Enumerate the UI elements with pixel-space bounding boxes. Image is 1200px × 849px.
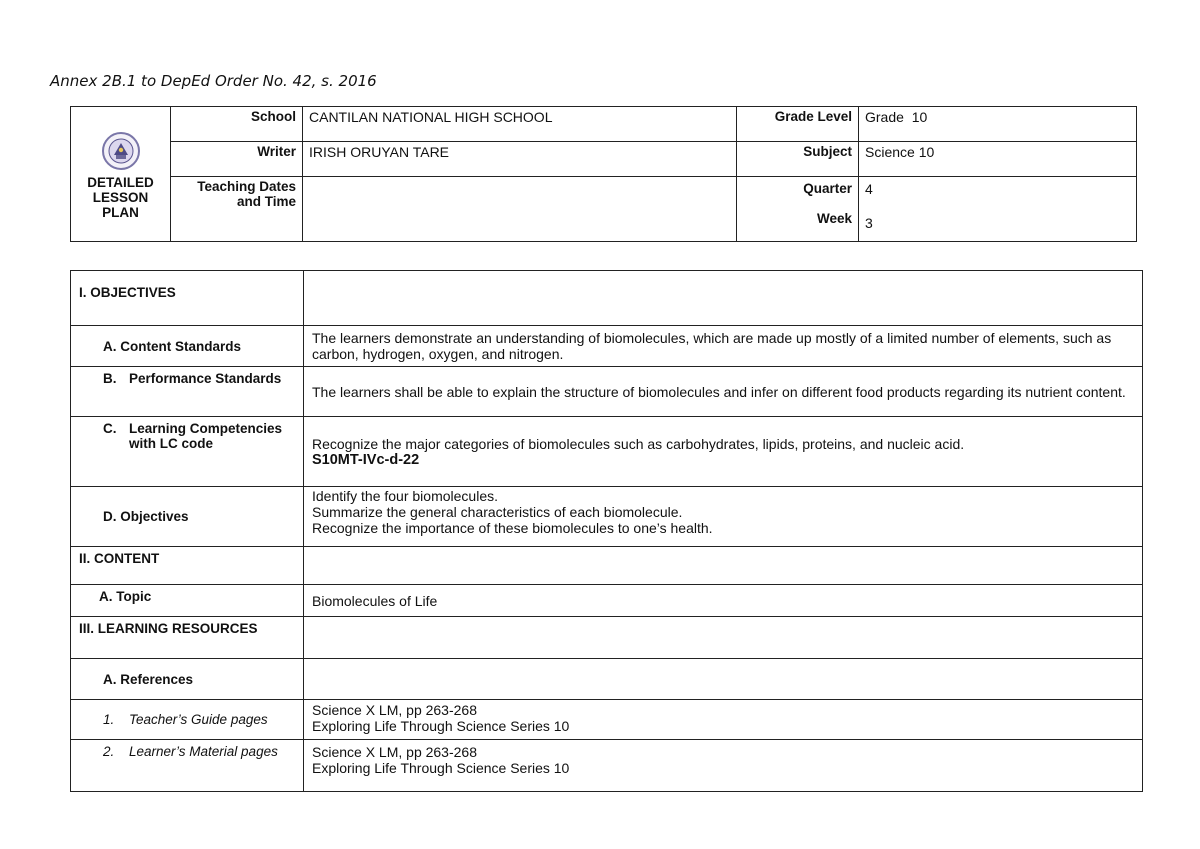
learners-material-number: 2.	[103, 744, 115, 759]
teaching-dates-value	[303, 177, 737, 242]
dlp-title-line: DETAILED	[87, 174, 154, 190]
dlp-title-line: PLAN	[102, 204, 139, 220]
references-value	[304, 659, 1143, 700]
topic-label: A. Topic	[71, 585, 304, 617]
lc-code: S10MT-IVc-d-22	[312, 451, 420, 468]
objectives-heading-value	[304, 271, 1143, 326]
competency-text: Learning Competencies with LC code	[129, 421, 283, 451]
subject-label: Subject	[737, 142, 859, 177]
teachers-guide-text: Teacher’s Guide pages	[129, 712, 268, 727]
dlp-title-line: LESSON	[92, 189, 149, 205]
performance-text: Performance Standards	[129, 371, 282, 386]
objectives-label: D. Objectives	[71, 487, 304, 547]
references-label: A. References	[71, 659, 304, 700]
competency-statement: Recognize the major categories of biomolecules such as carbohydrates, lipids, proteins, and nucleic acid.	[312, 435, 965, 452]
quarter-week-values	[859, 177, 1137, 242]
grade-level-value: Grade 10	[859, 107, 1137, 142]
teaching-dates-label: Teaching Dates and Time	[171, 177, 303, 242]
objective-line: Identify the four biomolecules.	[312, 488, 498, 504]
school-label: School	[171, 107, 303, 142]
learners-material-label	[71, 740, 304, 792]
learners-material-text: Learner’s Material pages	[129, 744, 278, 759]
learners-material-line: Exploring Life Through Science Series 10	[312, 760, 570, 776]
teachers-guide-label	[71, 700, 304, 740]
objective-line: Summarize the general characteristics of each biomolecule.	[312, 504, 683, 520]
performance-letter: B.	[103, 371, 117, 386]
grade-level-label: Grade Level	[737, 107, 859, 142]
lesson-plan-table	[70, 270, 1143, 792]
objective-line: Recognize the importance of these biomolecules to one’s health.	[312, 520, 713, 536]
content-standards-label: A. Content Standards	[71, 326, 304, 367]
learners-material-value	[304, 740, 1143, 792]
topic-value: Biomolecules of Life	[304, 585, 1143, 617]
objectives-value	[304, 487, 1143, 547]
teachers-guide-number: 1.	[103, 712, 115, 727]
performance-standards-label	[71, 367, 304, 417]
competencies-value	[304, 417, 1143, 487]
learning-resources-heading: III. LEARNING RESOURCES	[71, 617, 304, 659]
learning-resources-heading-value	[304, 617, 1143, 659]
writer-label: Writer	[171, 142, 303, 177]
teachers-guide-line: Exploring Life Through Science Series 10	[312, 718, 570, 734]
week-label: Week	[816, 211, 852, 226]
competency-letter: C.	[103, 421, 117, 436]
performance-standards-value: The learners shall be able to explain the structure of biomolecules and infer on different food products regarding its nutrient content.	[304, 367, 1143, 417]
quarter-label: Quarter	[803, 181, 852, 196]
teachers-guide-line: Science X LM, pp 263-268	[312, 702, 477, 718]
objectives-heading: I. OBJECTIVES	[71, 271, 304, 326]
dlp-cell	[71, 107, 171, 242]
deped-seal-icon	[101, 131, 141, 171]
teachers-guide-value	[304, 700, 1143, 740]
content-heading-value	[304, 547, 1143, 585]
learners-material-line: Science X LM, pp 263-268	[312, 744, 477, 760]
quarter-value: 4	[865, 181, 873, 197]
quarter-week-labels	[737, 177, 859, 242]
school-value: CANTILAN NATIONAL HIGH SCHOOL	[303, 107, 737, 142]
competencies-label	[71, 417, 304, 487]
header-table	[70, 106, 1137, 242]
content-standards-value: The learners demonstrate an understanding of biomolecules, which are made up mostly of a limited number of elements, such as carbon, hydrogen, oxygen, and nitrogen.	[304, 326, 1143, 367]
annex-reference: Annex 2B.1 to DepEd Order No. 42, s. 2016	[50, 72, 377, 90]
subject-value: Science 10	[859, 142, 1137, 177]
content-heading: II. CONTENT	[71, 547, 304, 585]
week-value: 3	[865, 215, 873, 231]
writer-value: IRISH ORUYAN TARE	[303, 142, 737, 177]
